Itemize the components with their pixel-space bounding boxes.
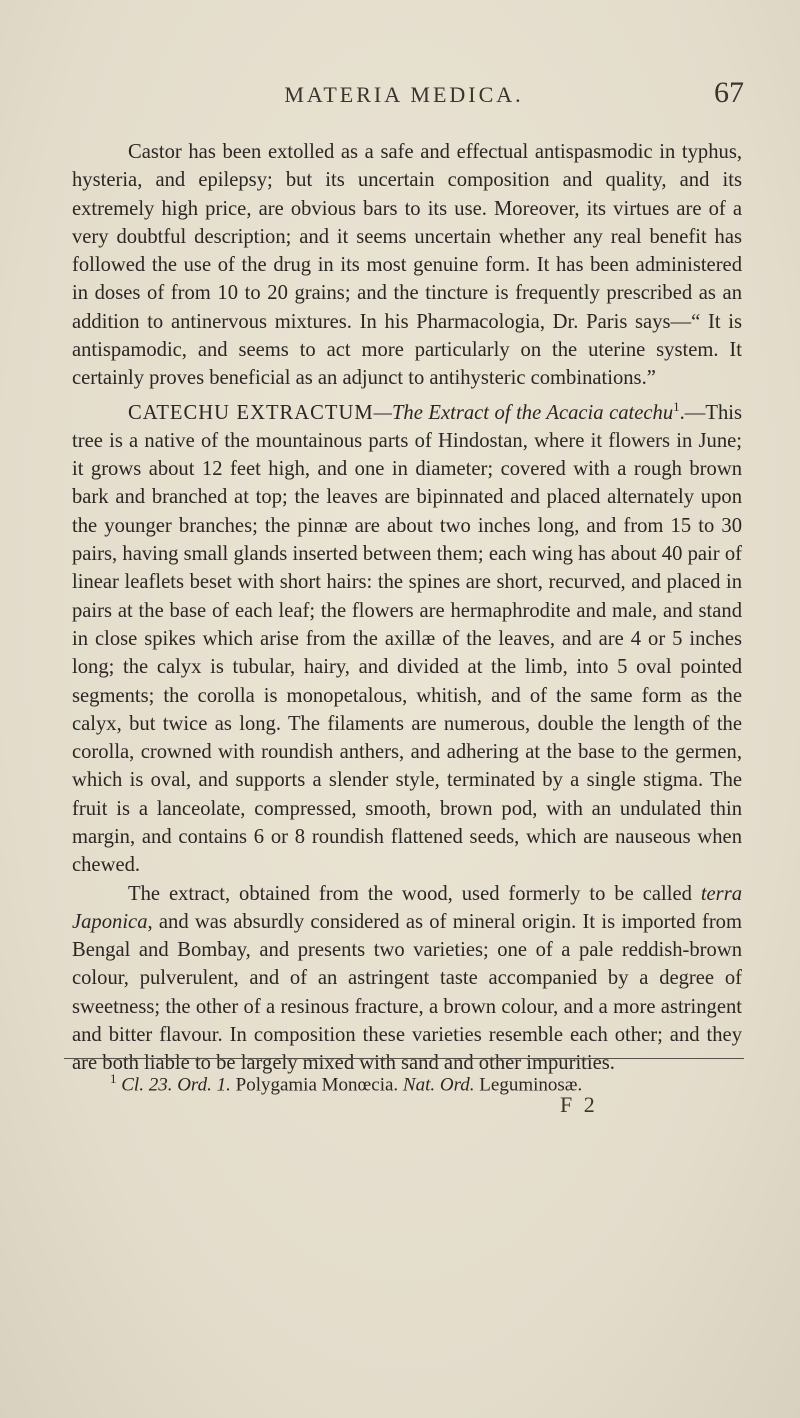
footnote-nat-ord: Nat. Ord. bbox=[398, 1074, 475, 1096]
signature-mark: F 2 bbox=[560, 1092, 598, 1117]
footnote-ref: 1 bbox=[673, 398, 680, 414]
footnote-polygamia: Polygamia Monœcia. bbox=[230, 1074, 399, 1096]
paragraph-castor: Castor has been extolled as a safe and effectual antispasmodic in typhus, hysteria, and epilepsy; but its uncertain composition and quality, and its extremely high price, are obvious bars to its use. Moreover, its virtues are of a very doubtful description; and it seems uncertain whether any real benefit has followed the use of the drug in its most genuine form. It has been administered in doses of from 10 to 20 grains; and the tincture is frequently prescribed as an addition to antinervous mixtures. In his Pharmacologia, Dr. Paris says—“ It is antispamodic, and seems to act more particularly on the uterine system. It certainly proves beneficial as an adjunct to antihysteric combinations.” bbox=[72, 141, 742, 390]
body-text bbox=[72, 138, 742, 1078]
running-title: MATERIA MEDICA. bbox=[284, 82, 524, 107]
section-heading-italic: —The Extract of the Acacia catechu bbox=[373, 401, 674, 424]
page-number: 67 bbox=[714, 76, 744, 109]
footnote-rule bbox=[64, 1058, 744, 1059]
page-header bbox=[64, 76, 744, 122]
paragraph-catechu-text: .—This tree is a native of the mountainous parts of Hindostan, where it flowers in June; it grows about 12 feet high, and one in diameter; covered with a rough brown bark and branched at top; the leaves are bipinnated and placed alternately upon the younger branches; the pinnæ are about two inches long, and from 15 to 30 pairs, having small glands inserted between them; each wing has about 40 pair of linear leaflets beset with short hairs: the spines are short, recurved, and placed in pairs at the base of each leaf; the flowers are hermaphrodite and male, and stand in close spikes which arise from the axillæ of the leaves, and are 4 or 5 inches long; the calyx is tubular, hairy, and divided at the limb, into 5 oval pointed segments; the corolla is monopetalous, whitish, and of the same form as the calyx, but twice as long. The filaments are numerous, double the length of the corolla, crowned with roundish anthers, and adhering at the base to the germen, which is oval, and supports a slender style, terminated by a single stigma. The fruit is a lanceolate, compressed, smooth, brown pod, with an undulated thin margin, and contains 6 or 8 roundish flattened seeds, which are nauseous when chewed. bbox=[72, 401, 742, 877]
paragraph-extract-text-before: The extract, obtained from the wood, used formerly to be called bbox=[128, 882, 701, 905]
paragraph-extract bbox=[72, 880, 742, 1078]
section-heading: CATECHU EXTRACTUM bbox=[128, 401, 374, 424]
paragraph-extract-text-after: , and was absurdly considered as of mineral origin. It is imported from Bengal and Bombay, and presents two varieties; one of a pale reddish-brown colour, pulverulent, and of an astringent taste accompanied by a degree of sweetness; the other of a resinous fracture, a brown colour, and a more astringent and bitter flavour. In composition these varieties resemble each other; and they are both liable to be largely mixed with sand and other impurities. bbox=[72, 910, 742, 1075]
footnote bbox=[110, 1066, 750, 1098]
footnote-class-order: Cl. 23. Ord. 1. bbox=[116, 1074, 231, 1096]
paragraph-extract-italic: terra Japonica bbox=[72, 882, 742, 933]
footnote-marker: 1 bbox=[110, 1071, 117, 1086]
paragraph-catechu bbox=[72, 393, 742, 880]
footnote-leguminosae: Leguminosæ. bbox=[474, 1074, 583, 1096]
